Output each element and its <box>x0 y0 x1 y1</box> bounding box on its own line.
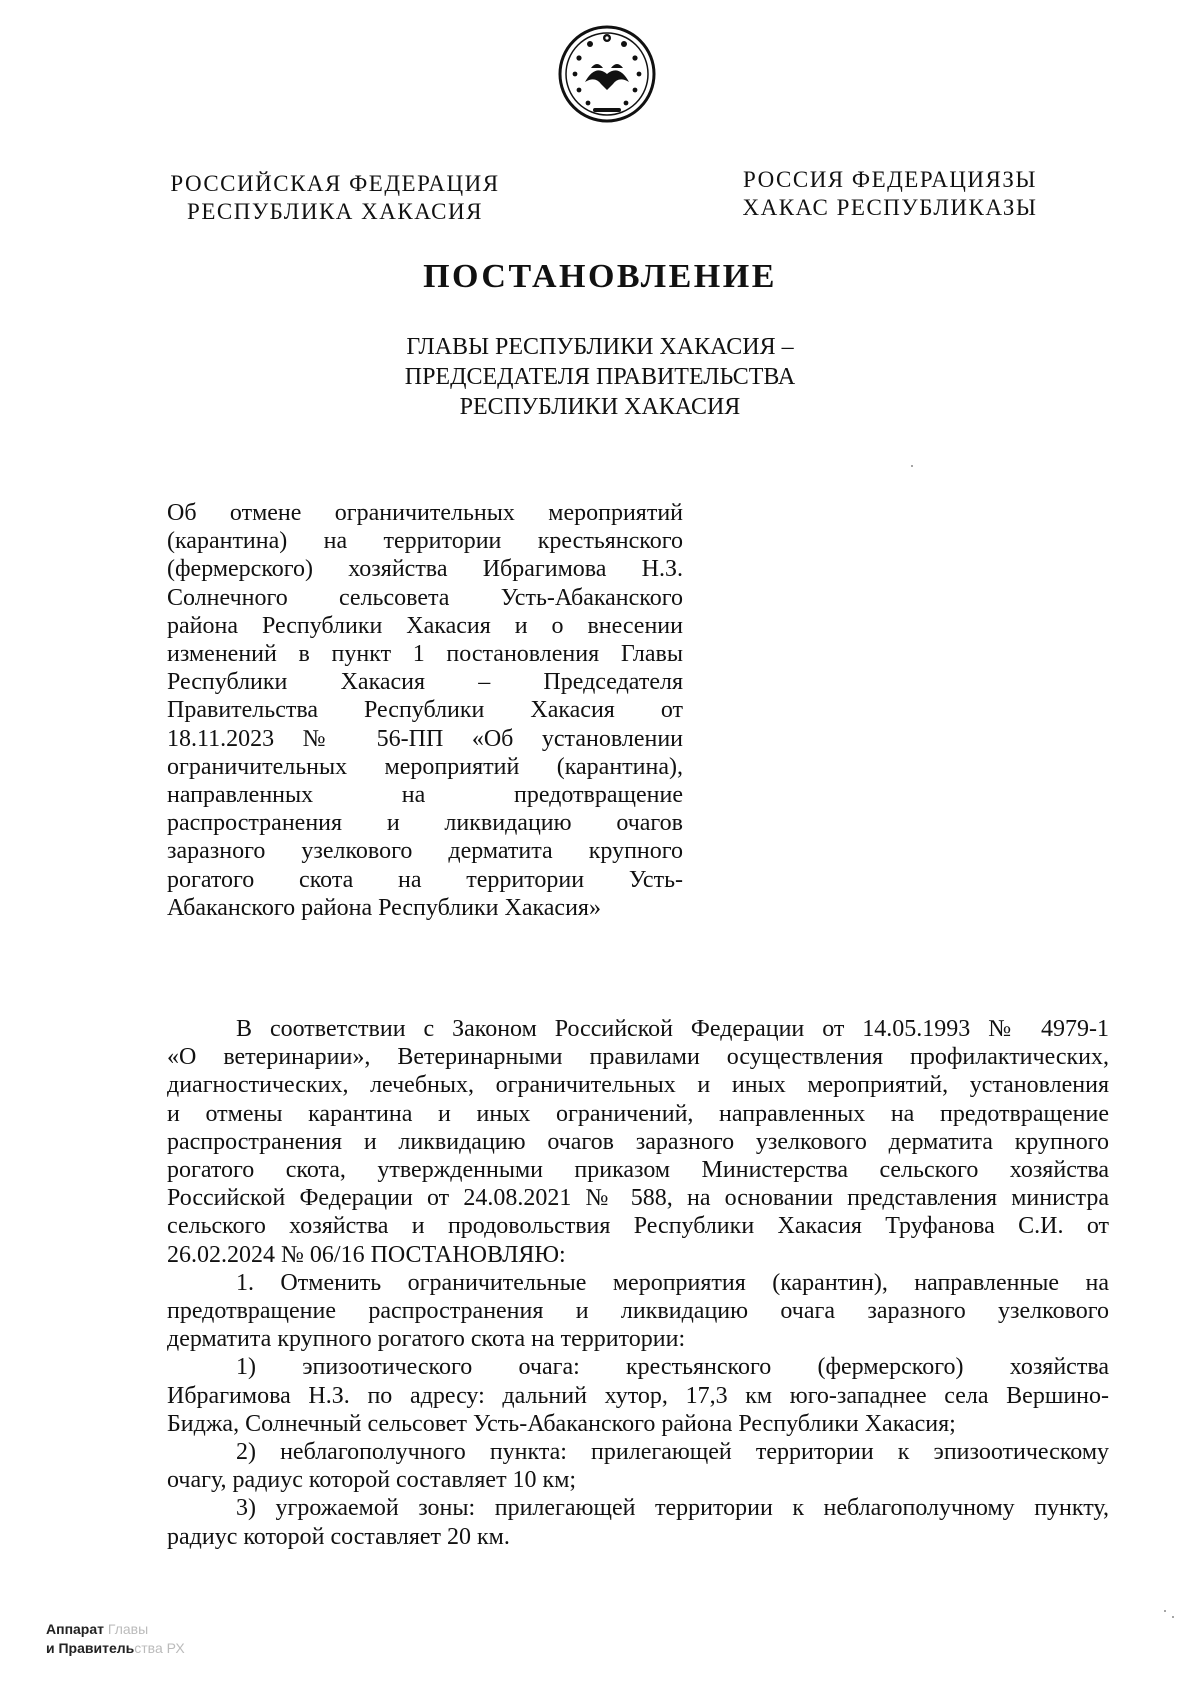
body-line: Ибрагимова Н.З. по адресу: дальний хутор, 17,3 км юго-западнее села Вершино- <box>167 1382 1109 1409</box>
body-line: сельского хозяйства и продовольствия Республики Хакасия Труфанова С.И. от <box>167 1213 1109 1240</box>
scan-speck <box>911 465 913 467</box>
subject-line: (карантина) на территории крестьянского <box>167 528 683 555</box>
subject-line: направленных на предотвращение <box>167 782 683 809</box>
body-line: Биджа, Солнечный сельсовет Усть-Абаканского района Республики Хакасия; <box>167 1410 956 1437</box>
stamp-text-faded: Главы <box>107 1621 149 1637</box>
issuer-line: ПРЕДСЕДАТЕЛЯ ПРАВИТЕЛЬСТВА <box>404 364 796 390</box>
subject-line: Абаканского района Республики Хакасия» <box>167 894 601 921</box>
body-line: дерматита крупного рогатого скота на территории: <box>167 1326 686 1353</box>
body-line: В соответствии с Законом Российской Федерации от 14.05.1993 № 4979-1 <box>236 1016 1109 1042</box>
scan-speck <box>1172 1616 1174 1618</box>
body-line: 1) эпизоотического очага: крестьянского (фермерского) хозяйства <box>236 1354 1109 1381</box>
subject-line: заразного узелкового дерматита крупного <box>167 838 683 865</box>
body-line: 3) угрожаемой зоны: прилегающей территории к неблагополучному пункту, <box>236 1495 1109 1522</box>
header-right-line: ХАКАС РЕСПУБЛИКАЗЫ <box>742 195 1038 220</box>
body-line: 26.02.2024 № 06/16 ПОСТАНОВЛЯЮ: <box>167 1241 566 1268</box>
body-line: радиус которой составляет 20 км. <box>167 1523 510 1550</box>
subject-line: Правительства Республики Хакасия от <box>167 697 683 724</box>
header-right <box>700 166 1080 222</box>
header-left-line: РЕСПУБЛИКА ХАКАСИЯ <box>187 199 483 224</box>
stamp-text: Аппарат <box>46 1621 105 1637</box>
issuer-block <box>300 332 900 422</box>
stamp-text-faded: ства РХ <box>134 1640 185 1656</box>
header-left-line: РОССИЙСКАЯ ФЕДЕРАЦИЯ <box>170 171 500 196</box>
document-subject <box>167 499 683 922</box>
subject-line: Об отмене ограничительных мероприятий <box>167 500 683 526</box>
subject-line: распространения и ликвидацию очагов <box>167 810 683 837</box>
office-stamp <box>46 1620 185 1658</box>
body-line: очагу, радиус которой составляет 10 км; <box>167 1467 577 1494</box>
body-line: 2) неблагополучного пункта: прилегающей территории к эпизоотическому <box>236 1439 1109 1466</box>
document-type-title: ПОСТАНОВЛЕНИЕ <box>423 258 777 295</box>
body-line: «О ветеринарии», Ветеринарными правилами осуществления профилактических, <box>167 1044 1109 1071</box>
body-line: предотвращение распространения и ликвидацию очага заразного узелкового <box>167 1298 1109 1325</box>
subject-line: рогатого скота на территории Усть- <box>167 866 683 893</box>
body-line: рогатого скота, утвержденными приказом Министерства сельского хозяйства <box>167 1157 1109 1184</box>
body-line: Российской Федерации от 24.08.2021 № 588, на основании представления министра <box>167 1185 1109 1212</box>
header-right-line: РОССИЯ ФЕДЕРАЦИЯЗЫ <box>743 167 1037 192</box>
document-body <box>167 1015 1109 1551</box>
subject-line: (фермерского) хозяйства Ибрагимова Н.З. <box>167 556 683 583</box>
subject-line: 18.11.2023 № 56-ПП «Об установлении <box>167 725 683 752</box>
subject-line: ограничительных мероприятий (карантина), <box>167 753 683 780</box>
subject-line: района Республики Хакасия и о внесении <box>167 612 683 639</box>
issuer-line: ГЛАВЫ РЕСПУБЛИКИ ХАКАСИЯ – <box>406 334 794 360</box>
subject-line: Солнечного сельсовета Усть-Абаканского <box>167 584 683 611</box>
header-left <box>150 170 520 226</box>
body-line: распространения и ликвидацию очагов заразного узелкового дерматита крупного <box>167 1128 1109 1155</box>
scan-speck <box>1164 1610 1166 1612</box>
body-line: диагностических, лечебных, ограничительных и иных мероприятий, установления <box>167 1072 1109 1099</box>
subject-line: изменений в пункт 1 постановления Главы <box>167 641 683 668</box>
stamp-text: и Правитель <box>46 1640 135 1656</box>
subject-line: Республики Хакасия – Председателя <box>167 669 683 696</box>
coat-of-arms-icon <box>557 24 657 124</box>
body-line: и отмены карантина и иных ограничений, направленных на предотвращение <box>167 1100 1109 1127</box>
body-line: 1. Отменить ограничительные мероприятия (карантин), направленные на <box>236 1269 1109 1296</box>
issuer-line: РЕСПУБЛИКИ ХАКАСИЯ <box>459 394 741 420</box>
